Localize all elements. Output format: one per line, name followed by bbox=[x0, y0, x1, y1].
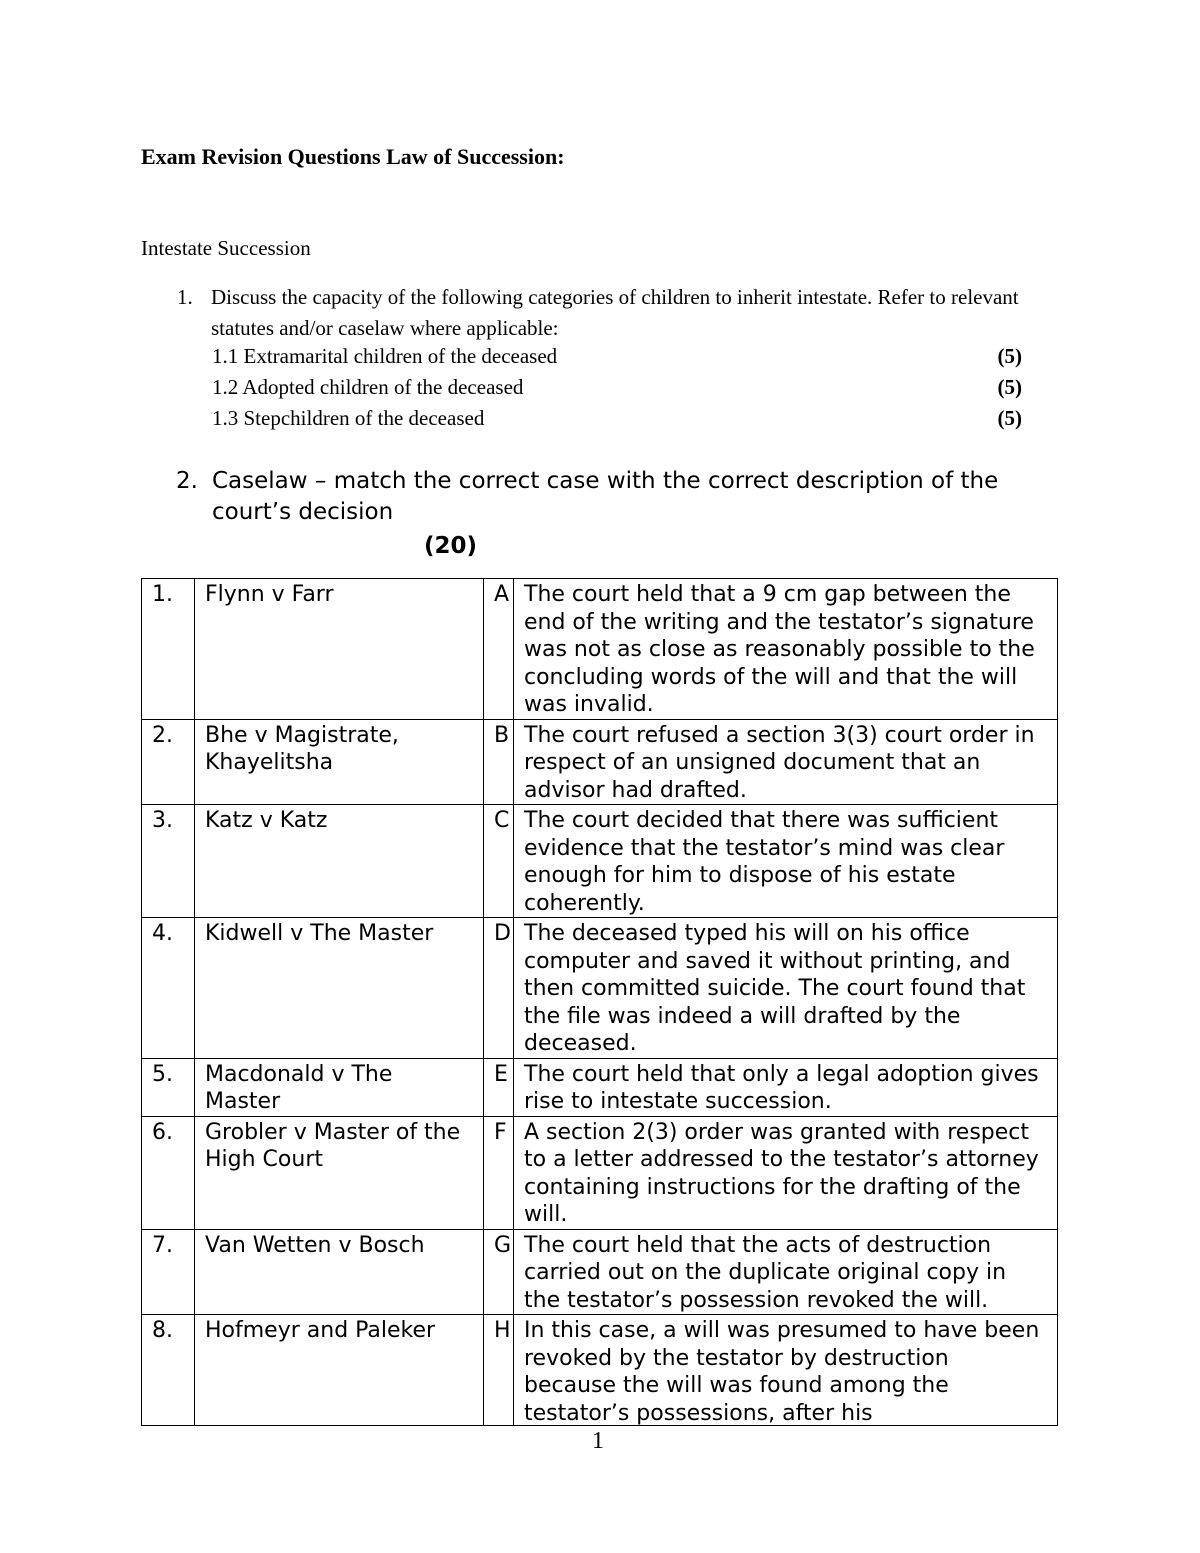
court-decision-description: The court decided that there was sufficient evidence that the testator’s mind was clear enough for him to dispose of his estate coherently. bbox=[514, 805, 1058, 918]
case-name: Bhe v Magistrate, Khayelitsha bbox=[195, 719, 484, 805]
description-letter: D bbox=[484, 918, 514, 1059]
row-number: 4. bbox=[142, 918, 195, 1059]
row-number: 8. bbox=[142, 1315, 195, 1426]
question-1 bbox=[141, 282, 1061, 344]
question-1-item-label: 1.2 Adopted children of the deceased bbox=[212, 375, 524, 399]
question-1-item-marks: (5) bbox=[997, 344, 1022, 368]
section-heading: Intestate Succession bbox=[141, 236, 311, 260]
description-letter: A bbox=[484, 579, 514, 720]
case-name: Van Wetten v Bosch bbox=[195, 1229, 484, 1315]
table-row bbox=[142, 719, 1058, 805]
table-row bbox=[142, 1058, 1058, 1116]
question-1-text: Discuss the capacity of the following categories of children to inherit intestate. Refer to relevant statutes and/or caselaw where applicable: bbox=[211, 285, 1019, 340]
table-row bbox=[142, 1116, 1058, 1229]
case-name: Katz v Katz bbox=[195, 805, 484, 918]
table-row bbox=[142, 1315, 1058, 1426]
row-number: 7. bbox=[142, 1229, 195, 1315]
caselaw-matching-table bbox=[141, 578, 1058, 1426]
question-2-marks: (20) bbox=[424, 533, 478, 559]
question-1-number: 1. bbox=[177, 285, 193, 309]
case-name: Macdonald v The Master bbox=[195, 1058, 484, 1116]
row-number: 5. bbox=[142, 1058, 195, 1116]
row-number: 1. bbox=[142, 579, 195, 720]
case-name: Flynn v Farr bbox=[195, 579, 484, 720]
court-decision-description: The court held that the acts of destruction carried out on the duplicate original copy in the testator’s possession revoked the will. bbox=[514, 1229, 1058, 1315]
description-letter: F bbox=[484, 1116, 514, 1229]
question-2-text: Caselaw – match the correct case with the correct description of the court’s decision bbox=[212, 468, 999, 525]
court-decision-description: The deceased typed his will on his office computer and saved it without printing, and then committed suicide. The court found that the file was indeed a will drafted by the deceased. bbox=[514, 918, 1058, 1059]
table-row bbox=[142, 1229, 1058, 1315]
court-decision-description: A section 2(3) order was granted with respect to a letter addressed to the testator’s attorney containing instructions for the drafting of the will. bbox=[514, 1116, 1058, 1229]
document-title: Exam Revision Questions Law of Succession: bbox=[141, 144, 565, 169]
description-letter: G bbox=[484, 1229, 514, 1315]
court-decision-description: The court held that a 9 cm gap between the end of the writing and the testator’s signature was not as close as reasonably possible to the concluding words of the will and that the will was invalid. bbox=[514, 579, 1058, 720]
description-letter: E bbox=[484, 1058, 514, 1116]
question-1-item-marks: (5) bbox=[997, 406, 1022, 430]
table-row bbox=[142, 805, 1058, 918]
question-2-number: 2. bbox=[176, 468, 198, 494]
court-decision-description: The court held that only a legal adoption gives rise to intestate succession. bbox=[514, 1058, 1058, 1116]
case-name: Hofmeyr and Paleker bbox=[195, 1315, 484, 1426]
table-row bbox=[142, 579, 1058, 720]
case-name: Grobler v Master of the High Court bbox=[195, 1116, 484, 1229]
case-name: Kidwell v The Master bbox=[195, 918, 484, 1059]
table-row bbox=[142, 918, 1058, 1059]
court-decision-description-cell bbox=[514, 1315, 1058, 1426]
description-letter: H bbox=[484, 1315, 514, 1426]
question-1-item-label: 1.1 Extramarital children of the deceased bbox=[212, 344, 558, 368]
court-decision-description: In this case, a will was presumed to have been revoked by the testator by destruction because the will was found among the testator’s possessions, after his bbox=[524, 1318, 1040, 1425]
question-1-item-label: 1.3 Stepchildren of the deceased bbox=[212, 406, 485, 430]
question-1-item-marks: (5) bbox=[997, 375, 1022, 399]
page-number: 1 bbox=[592, 1428, 604, 1454]
question-2 bbox=[141, 466, 1061, 559]
row-number: 6. bbox=[142, 1116, 195, 1229]
description-letter: B bbox=[484, 719, 514, 805]
court-decision-description: The court refused a section 3(3) court order in respect of an unsigned document that an advisor had drafted. bbox=[514, 719, 1058, 805]
description-letter: C bbox=[484, 805, 514, 918]
row-number: 2. bbox=[142, 719, 195, 805]
row-number: 3. bbox=[142, 805, 195, 918]
